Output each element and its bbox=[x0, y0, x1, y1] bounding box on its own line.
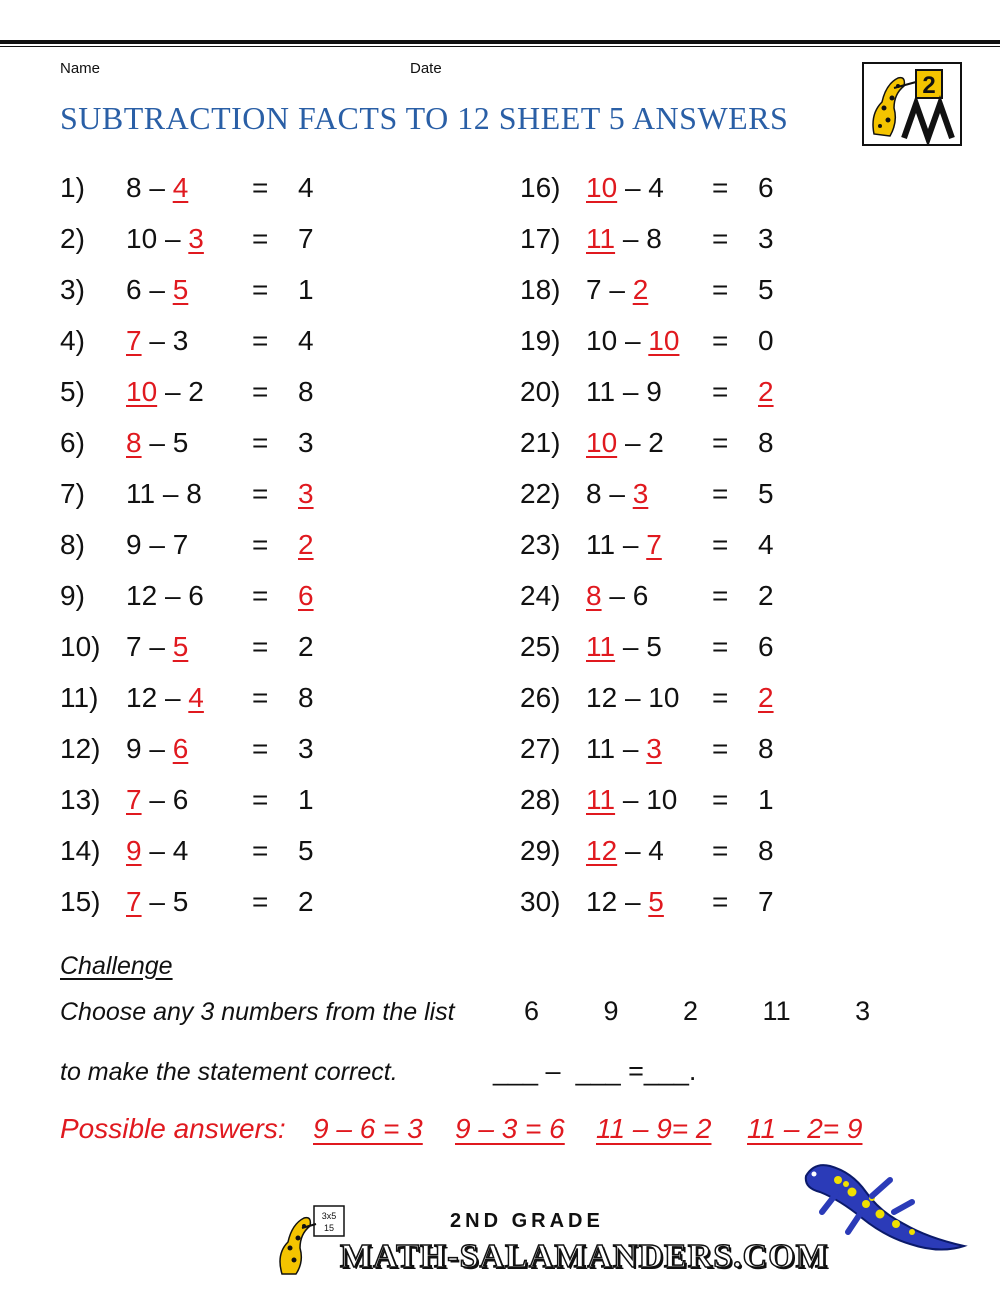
problem-expression bbox=[586, 162, 664, 213]
minus-sign: – bbox=[609, 580, 625, 611]
minus-sign: – bbox=[609, 478, 625, 509]
problem-row bbox=[520, 468, 920, 519]
difference: 4 bbox=[758, 529, 774, 560]
equals-sign: = bbox=[252, 835, 269, 866]
minus-sign: – bbox=[624, 682, 641, 713]
equals-sign: = bbox=[252, 580, 269, 611]
problem-number: 5) bbox=[60, 376, 85, 407]
minuend: 8 bbox=[126, 172, 142, 203]
problem-number: 4) bbox=[60, 325, 85, 356]
answer-subtrahend: 3 bbox=[632, 478, 649, 509]
answer-difference: 2 bbox=[298, 529, 314, 560]
difference: 5 bbox=[758, 274, 774, 305]
answer-subtrahend: 3 bbox=[646, 733, 662, 764]
equals-sign: = bbox=[712, 733, 729, 764]
answer-minuend: 11 bbox=[586, 631, 616, 662]
problem-expression bbox=[586, 468, 648, 519]
answer-difference: 2 bbox=[758, 376, 774, 407]
problem-row bbox=[60, 570, 460, 621]
equals-sign: = bbox=[252, 223, 269, 254]
minuend: 11 bbox=[586, 376, 616, 407]
problem-number: 13) bbox=[60, 784, 101, 815]
equals-sign: = bbox=[252, 631, 269, 662]
problem-expression bbox=[126, 162, 188, 213]
problem-expression bbox=[126, 366, 204, 417]
problem-expression bbox=[586, 213, 662, 264]
subtrahend: 4 bbox=[172, 835, 189, 866]
answer-subtrahend: 5 bbox=[172, 274, 189, 305]
difference: 1 bbox=[298, 274, 314, 305]
problem-number: 9) bbox=[60, 580, 85, 611]
possible-answer: 11 – 2= 9 bbox=[747, 1113, 863, 1144]
problem-number: 27) bbox=[520, 733, 561, 764]
date-label: Date bbox=[410, 60, 442, 77]
problem-number: 16) bbox=[520, 172, 561, 203]
problem-expression bbox=[586, 876, 664, 927]
difference: 8 bbox=[298, 682, 314, 713]
answer-minuend: 7 bbox=[126, 325, 142, 356]
subtrahend: 2 bbox=[648, 427, 664, 458]
problem-expression bbox=[586, 519, 662, 570]
equals-sign: = bbox=[712, 886, 729, 917]
minus-sign: – bbox=[149, 784, 165, 815]
answer-difference: 2 bbox=[758, 682, 774, 713]
equals-sign: = bbox=[252, 478, 269, 509]
problem-number: 21) bbox=[520, 427, 561, 458]
equals-sign: = bbox=[712, 376, 729, 407]
minuend: 11 bbox=[586, 733, 616, 764]
problem-number: 6) bbox=[60, 427, 85, 458]
problems-column-right bbox=[520, 162, 920, 927]
minus-sign: – bbox=[624, 835, 641, 866]
problem-expression bbox=[126, 774, 188, 825]
problem-number: 29) bbox=[520, 835, 561, 866]
problem-number: 12) bbox=[60, 733, 101, 764]
subtrahend: 4 bbox=[648, 835, 664, 866]
answer-subtrahend: 4 bbox=[188, 682, 204, 713]
answer-minuend: 8 bbox=[586, 580, 602, 611]
possible-answer: 9 – 6 = 3 bbox=[313, 1113, 423, 1144]
subtrahend: 6 bbox=[632, 580, 649, 611]
problem-row bbox=[520, 672, 920, 723]
problem-expression bbox=[126, 468, 202, 519]
equals-sign: = bbox=[712, 529, 729, 560]
answer-subtrahend: 10 bbox=[648, 325, 680, 356]
problems-column-left bbox=[60, 162, 460, 927]
equals-sign: = bbox=[712, 682, 729, 713]
equals-sign: = bbox=[252, 427, 269, 458]
problem-number: 11) bbox=[60, 682, 99, 713]
footer-salamander-icon bbox=[268, 1202, 348, 1276]
minus-sign: – bbox=[149, 886, 165, 917]
equals-sign: = bbox=[712, 784, 729, 815]
problem-number: 2) bbox=[60, 223, 85, 254]
answer-minuend: 11 bbox=[586, 784, 616, 815]
subtrahend: 8 bbox=[186, 478, 202, 509]
answer-subtrahend: 7 bbox=[646, 529, 662, 560]
problem-expression bbox=[586, 621, 662, 672]
answer-minuend: 10 bbox=[126, 376, 158, 407]
footer-sign-line-1: 3x5 bbox=[321, 1211, 337, 1221]
equals-sign: = bbox=[712, 274, 729, 305]
minus-sign: – bbox=[624, 886, 641, 917]
problem-expression bbox=[126, 264, 188, 315]
possible-answer: 11 – 9= 2 bbox=[596, 1113, 712, 1144]
equals-sign: = bbox=[712, 172, 729, 203]
answer-subtrahend: 4 bbox=[172, 172, 189, 203]
subtrahend: 3 bbox=[172, 325, 189, 356]
problem-number: 25) bbox=[520, 631, 561, 662]
minuend: 9 bbox=[126, 529, 142, 560]
minus-sign: – bbox=[624, 427, 641, 458]
minuend: 12 bbox=[586, 886, 618, 917]
minus-sign: – bbox=[622, 733, 639, 764]
subtrahend: 6 bbox=[188, 580, 204, 611]
minus-sign: – bbox=[624, 172, 641, 203]
problem-expression bbox=[126, 621, 188, 672]
equals-sign: = bbox=[252, 784, 269, 815]
subtrahend: 5 bbox=[646, 631, 662, 662]
answer-minuend: 7 bbox=[126, 784, 142, 815]
answer-subtrahend: 6 bbox=[172, 733, 189, 764]
minuend: 10 bbox=[126, 223, 158, 254]
problem-row bbox=[60, 723, 460, 774]
problem-number: 23) bbox=[520, 529, 561, 560]
problem-row bbox=[60, 621, 460, 672]
problem-row bbox=[60, 264, 460, 315]
salamander-logo bbox=[862, 62, 962, 146]
problem-number: 20) bbox=[520, 376, 561, 407]
problem-number: 24) bbox=[520, 580, 561, 611]
subtrahend: 6 bbox=[172, 784, 189, 815]
difference: 8 bbox=[298, 376, 314, 407]
page-title: SUBTRACTION FACTS TO 12 SHEET 5 ANSWERS bbox=[60, 100, 789, 136]
problem-expression bbox=[586, 672, 679, 723]
problem-row bbox=[60, 315, 460, 366]
minus-sign: – bbox=[164, 376, 181, 407]
footer-site-text: MATH-SALAMANDERS.COM bbox=[340, 1238, 829, 1275]
minuend: 12 bbox=[126, 682, 158, 713]
problem-expression bbox=[126, 825, 188, 876]
minus-sign: – bbox=[624, 325, 641, 356]
minus-sign: – bbox=[149, 529, 165, 560]
equals-sign: = bbox=[252, 733, 269, 764]
equals-sign: = bbox=[712, 580, 729, 611]
problem-expression bbox=[126, 723, 188, 774]
minus-sign: – bbox=[164, 682, 181, 713]
difference: 7 bbox=[298, 223, 314, 254]
minuend: 9 bbox=[126, 733, 142, 764]
minuend: 11 bbox=[126, 478, 156, 509]
subtrahend: 2 bbox=[188, 376, 204, 407]
difference: 6 bbox=[758, 172, 774, 203]
minus-sign: – bbox=[149, 631, 165, 662]
problem-row bbox=[520, 570, 920, 621]
difference: 3 bbox=[758, 223, 774, 254]
difference: 8 bbox=[758, 835, 774, 866]
minuend: 12 bbox=[126, 580, 158, 611]
answer-subtrahend: 5 bbox=[648, 886, 664, 917]
problem-row bbox=[520, 825, 920, 876]
problem-row bbox=[520, 417, 920, 468]
difference: 5 bbox=[298, 835, 314, 866]
problem-row bbox=[520, 264, 920, 315]
minuend: 7 bbox=[586, 274, 602, 305]
logo-grade-badge: 2 bbox=[922, 72, 936, 99]
problem-row bbox=[60, 774, 460, 825]
minus-sign: – bbox=[149, 427, 165, 458]
problem-expression bbox=[586, 723, 662, 774]
problem-expression bbox=[126, 672, 204, 723]
difference: 7 bbox=[758, 886, 774, 917]
problem-row bbox=[520, 519, 920, 570]
top-rule-thin bbox=[0, 46, 1000, 47]
subtrahend: 9 bbox=[646, 376, 662, 407]
problem-number: 14) bbox=[60, 835, 101, 866]
answer-minuend: 12 bbox=[586, 835, 618, 866]
problem-expression bbox=[586, 315, 679, 366]
difference: 8 bbox=[758, 733, 774, 764]
difference: 1 bbox=[758, 784, 774, 815]
minuend: 10 bbox=[586, 325, 618, 356]
answer-minuend: 8 bbox=[126, 427, 142, 458]
equals-sign: = bbox=[252, 376, 269, 407]
challenge-blank-statement: ___ – ___ =___. bbox=[493, 1056, 697, 1086]
problem-expression bbox=[586, 825, 664, 876]
minus-sign: – bbox=[149, 835, 165, 866]
problem-row bbox=[60, 213, 460, 264]
equals-sign: = bbox=[712, 631, 729, 662]
equals-sign: = bbox=[252, 325, 269, 356]
answer-difference: 3 bbox=[298, 478, 314, 509]
equals-sign: = bbox=[252, 529, 269, 560]
problem-row bbox=[520, 213, 920, 264]
difference: 8 bbox=[758, 427, 774, 458]
minuend: 11 bbox=[586, 529, 616, 560]
difference: 2 bbox=[758, 580, 774, 611]
minus-sign: – bbox=[149, 172, 165, 203]
problem-number: 1) bbox=[60, 172, 85, 203]
problem-number: 26) bbox=[520, 682, 561, 713]
answer-subtrahend: 3 bbox=[188, 223, 204, 254]
difference: 6 bbox=[758, 631, 774, 662]
equals-sign: = bbox=[712, 325, 729, 356]
top-rule bbox=[0, 40, 1000, 44]
problem-expression bbox=[126, 315, 188, 366]
problem-expression bbox=[126, 417, 188, 468]
problem-number: 19) bbox=[520, 325, 561, 356]
problem-row bbox=[60, 162, 460, 213]
minuend: 7 bbox=[126, 631, 142, 662]
possible-answers-label: Possible answers: bbox=[60, 1113, 286, 1144]
challenge-title: Challenge bbox=[60, 952, 173, 980]
answer-minuend: 10 bbox=[586, 427, 618, 458]
minus-sign: – bbox=[162, 478, 179, 509]
minus-sign: – bbox=[622, 376, 639, 407]
minuend: 8 bbox=[586, 478, 602, 509]
problem-expression bbox=[126, 570, 204, 621]
challenge-number-list: 6 9 2 11 3 bbox=[524, 996, 871, 1026]
difference: 5 bbox=[758, 478, 774, 509]
difference: 2 bbox=[298, 886, 314, 917]
problem-row bbox=[520, 162, 920, 213]
subtrahend: 5 bbox=[172, 886, 189, 917]
difference: 4 bbox=[298, 172, 314, 203]
difference: 2 bbox=[298, 631, 314, 662]
name-label: Name bbox=[60, 60, 101, 77]
subtrahend: 5 bbox=[172, 427, 189, 458]
equals-sign: = bbox=[712, 478, 729, 509]
answer-minuend: 10 bbox=[586, 172, 618, 203]
difference: 1 bbox=[298, 784, 314, 815]
answer-subtrahend: 5 bbox=[172, 631, 189, 662]
minuend: 12 bbox=[586, 682, 618, 713]
minus-sign: – bbox=[622, 784, 639, 815]
difference: 3 bbox=[298, 733, 314, 764]
problem-expression bbox=[586, 570, 648, 621]
problem-row bbox=[60, 876, 460, 927]
problem-number: 22) bbox=[520, 478, 561, 509]
challenge-instruction-2: to make the statement correct. bbox=[60, 1058, 398, 1086]
problem-row bbox=[60, 468, 460, 519]
salamander-logo-icon bbox=[864, 64, 960, 144]
problem-row bbox=[520, 366, 920, 417]
problem-row bbox=[520, 315, 920, 366]
minus-sign: – bbox=[622, 631, 639, 662]
subtrahend: 10 bbox=[648, 682, 680, 713]
problem-row bbox=[60, 417, 460, 468]
problem-row bbox=[60, 366, 460, 417]
answer-minuend: 11 bbox=[586, 223, 616, 254]
problem-number: 28) bbox=[520, 784, 561, 815]
difference: 4 bbox=[298, 325, 314, 356]
subtrahend: 7 bbox=[172, 529, 189, 560]
minus-sign: – bbox=[164, 580, 181, 611]
equals-sign: = bbox=[252, 172, 269, 203]
problem-number: 3) bbox=[60, 274, 85, 305]
minus-sign: – bbox=[149, 325, 165, 356]
problem-number: 17) bbox=[520, 223, 561, 254]
equals-sign: = bbox=[252, 274, 269, 305]
equals-sign: = bbox=[252, 886, 269, 917]
minus-sign: – bbox=[164, 223, 181, 254]
challenge-instruction: Choose any 3 numbers from the list bbox=[60, 998, 455, 1026]
problem-number: 8) bbox=[60, 529, 85, 560]
minus-sign: – bbox=[609, 274, 625, 305]
equals-sign: = bbox=[252, 682, 269, 713]
problem-expression bbox=[586, 264, 648, 315]
problem-expression bbox=[586, 417, 664, 468]
problem-expression bbox=[126, 876, 188, 927]
possible-answer: 9 – 3 = 6 bbox=[455, 1113, 565, 1144]
equals-sign: = bbox=[712, 223, 729, 254]
subtrahend: 4 bbox=[648, 172, 664, 203]
problem-row bbox=[60, 519, 460, 570]
minus-sign: – bbox=[622, 529, 639, 560]
footer-sign-line-2: 15 bbox=[323, 1223, 335, 1233]
equals-sign: = bbox=[712, 835, 729, 866]
minus-sign: – bbox=[149, 733, 165, 764]
answer-difference: 6 bbox=[298, 580, 314, 611]
problem-row bbox=[60, 672, 460, 723]
answer-minuend: 7 bbox=[126, 886, 142, 917]
problem-expression bbox=[126, 213, 204, 264]
subtrahend: 8 bbox=[646, 223, 662, 254]
footer-grade-text: 2ND GRADE bbox=[450, 1210, 604, 1232]
problem-expression bbox=[126, 519, 188, 570]
minus-sign: – bbox=[149, 274, 165, 305]
equals-sign: = bbox=[712, 427, 729, 458]
problem-number: 18) bbox=[520, 274, 561, 305]
minuend: 6 bbox=[126, 274, 142, 305]
problem-row bbox=[520, 876, 920, 927]
difference: 3 bbox=[298, 427, 314, 458]
difference: 0 bbox=[758, 325, 774, 356]
minus-sign: – bbox=[622, 223, 639, 254]
problem-row bbox=[520, 621, 920, 672]
problem-row bbox=[520, 774, 920, 825]
problem-expression bbox=[586, 774, 677, 825]
problem-number: 15) bbox=[60, 886, 101, 917]
problem-row bbox=[520, 723, 920, 774]
subtrahend: 10 bbox=[646, 784, 678, 815]
problem-number: 30) bbox=[520, 886, 561, 917]
problem-number: 10) bbox=[60, 631, 101, 662]
answer-subtrahend: 2 bbox=[632, 274, 649, 305]
problem-number: 7) bbox=[60, 478, 85, 509]
problem-expression bbox=[586, 366, 662, 417]
answer-minuend: 9 bbox=[126, 835, 142, 866]
problem-row bbox=[60, 825, 460, 876]
